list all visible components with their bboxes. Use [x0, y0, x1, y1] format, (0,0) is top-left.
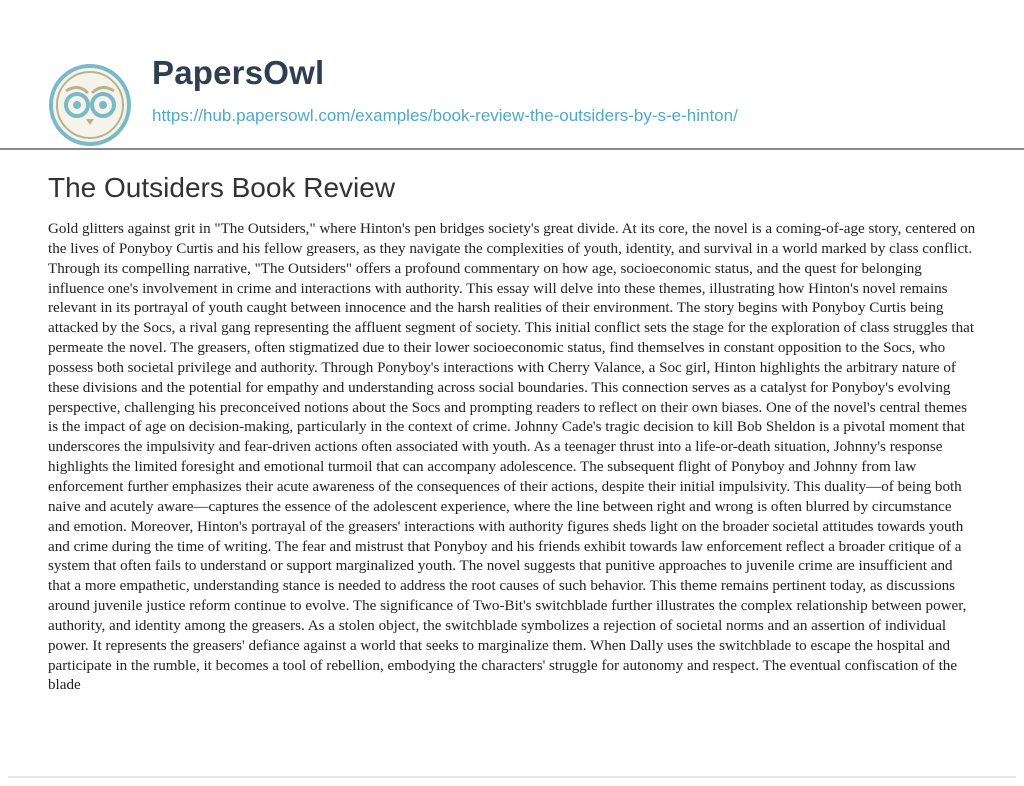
page-title: The Outsiders Book Review — [48, 172, 396, 203]
bottom-divider — [8, 776, 1016, 778]
article-body: Gold glitters against grit in "The Outsiders," where Hinton's pen bridges society's great divide. At its core, the novel is a coming-of-age story, centered on the lives of Ponyboy Curtis and his fellow greasers, as they navigate the complexities of youth, identity, and survival in a world marked by class conflict. Through its compelling narrative, "The Outsiders" offers a profound commentary on how age, socioeconomic status, and the quest for belonging influence one's involvement in crime and interactions with authority. This essay will delve into these themes, illustrating how Hinton's novel remains relevant in its portrayal of youth caught between innocence and the harsh realities of their environment. The story begins with Ponyboy Curtis being attacked by the Socs, a rival gang representing the affluent segment of society. This initial conflict sets the stage for the exploration of class struggles that permeate the novel. The greasers, often stigmatized due to their lower socioeconomic status, find themselves in constant opposition to the Socs, who possess both societal privilege and authority. Through Ponyboy's interactions with Cherry Valance, a Soc girl, Hinton highlights the arbitrary nature of these divisions and the potential for empathy and understanding across social boundaries. This connection serves as a catalyst for Ponyboy's evolving perspective, challenging his preconceived notions about the Socs and prompting readers to reflect on their own biases. One of the novel's central themes is the impact of age on decision-making, particularly in the context of crime. Johnny Cade's tragic decision to kill Bob Sheldon is a pivotal moment that underscores the impulsivity and fear-driven actions often associated with youth. As a teenager thrust into a life-or-death situation, Johnny's response highlights the limited foresight and emotional turmoil that can accompany adolescence. The subsequent flight of Ponyboy and Johnny from law enforcement further emphasizes their acute awareness of the consequences of their actions, despite their initial impulsivity. This duality—of being both naive and acutely aware—captures the essence of the adolescent experience, where the line between right and wrong is often blurred by circumstance and emotion. Moreover, Hinton's portrayal of the greasers' interactions with authority figures sheds light on the broader societal attitudes towards youth and crime during the time of writing. The fear and mistrust that Ponyboy and his friends exhibit towards law enforcement reflect a broader critique of a system that often fails to understand or support marginalized youth. The novel suggests that punitive approaches to juvenile crime are insufficient and that a more empathetic, understanding stance is needed to address the root causes of such behavior. This theme remains pertinent today, as discussions around juvenile justice reform continue to evolve. The significance of Two-Bit's switchblade further illustrates the complex relationship between power, authority, and identity among the greasers. As a stolen object, the switchblade symbolizes a rejection of societal norms and an assertion of individual power. It represents the greasers' defiance against a world that seeks to marginalize them. When Dally uses the switchblade to escape the hospital and participate in the rumble, it becomes a tool of rebellion, embodying the characters' struggle for autonomy and respect. The eventual confiscation of the blade — [48, 221, 976, 694]
source-url-link[interactable]: https://hub.papersowl.com/examples/book-review-the-outsiders-by-s-e-hinton/ — [152, 106, 738, 125]
header-divider — [0, 148, 1024, 150]
brand-name[interactable]: PapersOwl — [152, 54, 325, 91]
owl-logo-icon[interactable] — [48, 63, 132, 147]
site-header — [0, 0, 1024, 150]
